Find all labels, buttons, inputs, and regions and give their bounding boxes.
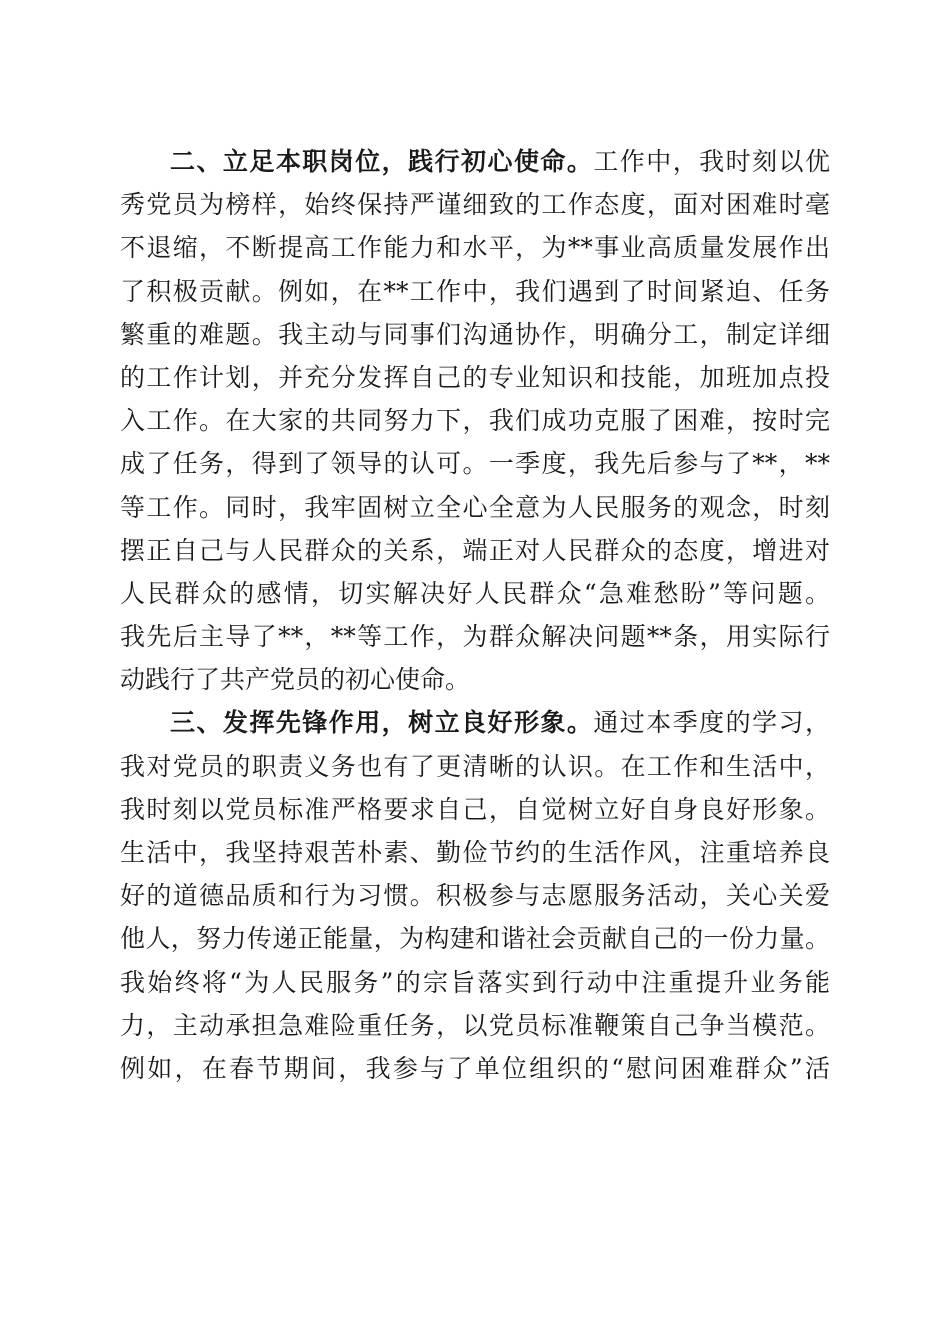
paragraph-first-line	[120, 140, 830, 183]
paragraph-line: 等工作。同时，我牢固树立全心全意为人民服务的观念，时刻	[120, 492, 830, 522]
paragraph-line: 摆正自己与人民群众的关系，端正对人民群众的态度，增进对	[120, 535, 830, 565]
paragraph-line: 好的道德品质和行为习惯。积极参与志愿服务活动，关心关爱	[120, 881, 830, 911]
paragraph-text: 工作中，我时刻以优	[593, 147, 830, 176]
section-heading: 三、发挥先锋作用，树立良好形象。	[170, 708, 594, 738]
paragraph-line: 成了任务，得到了领导的认可。一季度，我先后参与了**，**	[120, 449, 830, 479]
paragraph-text: 通过本季度的学习，	[593, 708, 830, 738]
paragraph-line: 秀党员为榜样，始终保持严谨细致的工作态度，面对困难时毫	[120, 190, 830, 220]
paragraph-line: 不退缩，不断提高工作能力和水平，为**事业高质量发展作出	[120, 233, 830, 263]
paragraph-first-line	[120, 701, 830, 744]
paragraph-line: 我对党员的职责义务也有了更清晰的认识。在工作和生活中，	[120, 751, 830, 781]
paragraph-line: 繁重的难题。我主动与同事们沟通协作，明确分工，制定详细	[120, 319, 830, 349]
document-body	[120, 140, 830, 1090]
paragraph-line: 入工作。在大家的共同努力下，我们成功克服了困难，按时完	[120, 406, 830, 436]
paragraph-line: 生活中，我坚持艰苦朴素、勤俭节约的生活作风，注重培养良	[120, 838, 830, 867]
section-paragraph	[120, 140, 830, 701]
paragraph-line: 人民群众的感情，切实解决好人民群众“急难愁盼”等问题。	[120, 578, 830, 608]
paragraph-line: 的工作计划，并充分发挥自己的专业知识和技能，加班加点投	[120, 362, 830, 392]
section-heading: 二、立足本职岗位，践行初心使命。	[170, 147, 594, 176]
paragraph-line: 了积极贡献。例如，在**工作中，我们遇到了时间紧迫、任务	[120, 276, 830, 306]
paragraph-line: 力，主动承担急难险重任务，以党员标准鞭策自己争当模范。	[120, 1010, 830, 1040]
paragraph-line: 动践行了共产党员的初心使命。	[120, 665, 471, 695]
paragraph-line: 我时刻以党员标准严格要求自己，自觉树立好自身良好形象。	[120, 794, 830, 824]
section-paragraph	[120, 701, 830, 1090]
paragraph-line: 我先后主导了**，**等工作，为群众解决问题**条，用实际行	[120, 622, 830, 652]
paragraph-line: 他人，努力传递正能量，为构建和谐社会贡献自己的一份力量。	[120, 924, 830, 954]
paragraph-line: 例如，在春节期间，我参与了单位组织的“慰问困难群众”活	[120, 1053, 830, 1083]
paragraph-line: 我始终将“为人民服务”的宗旨落实到行动中注重提升业务能	[120, 967, 830, 997]
